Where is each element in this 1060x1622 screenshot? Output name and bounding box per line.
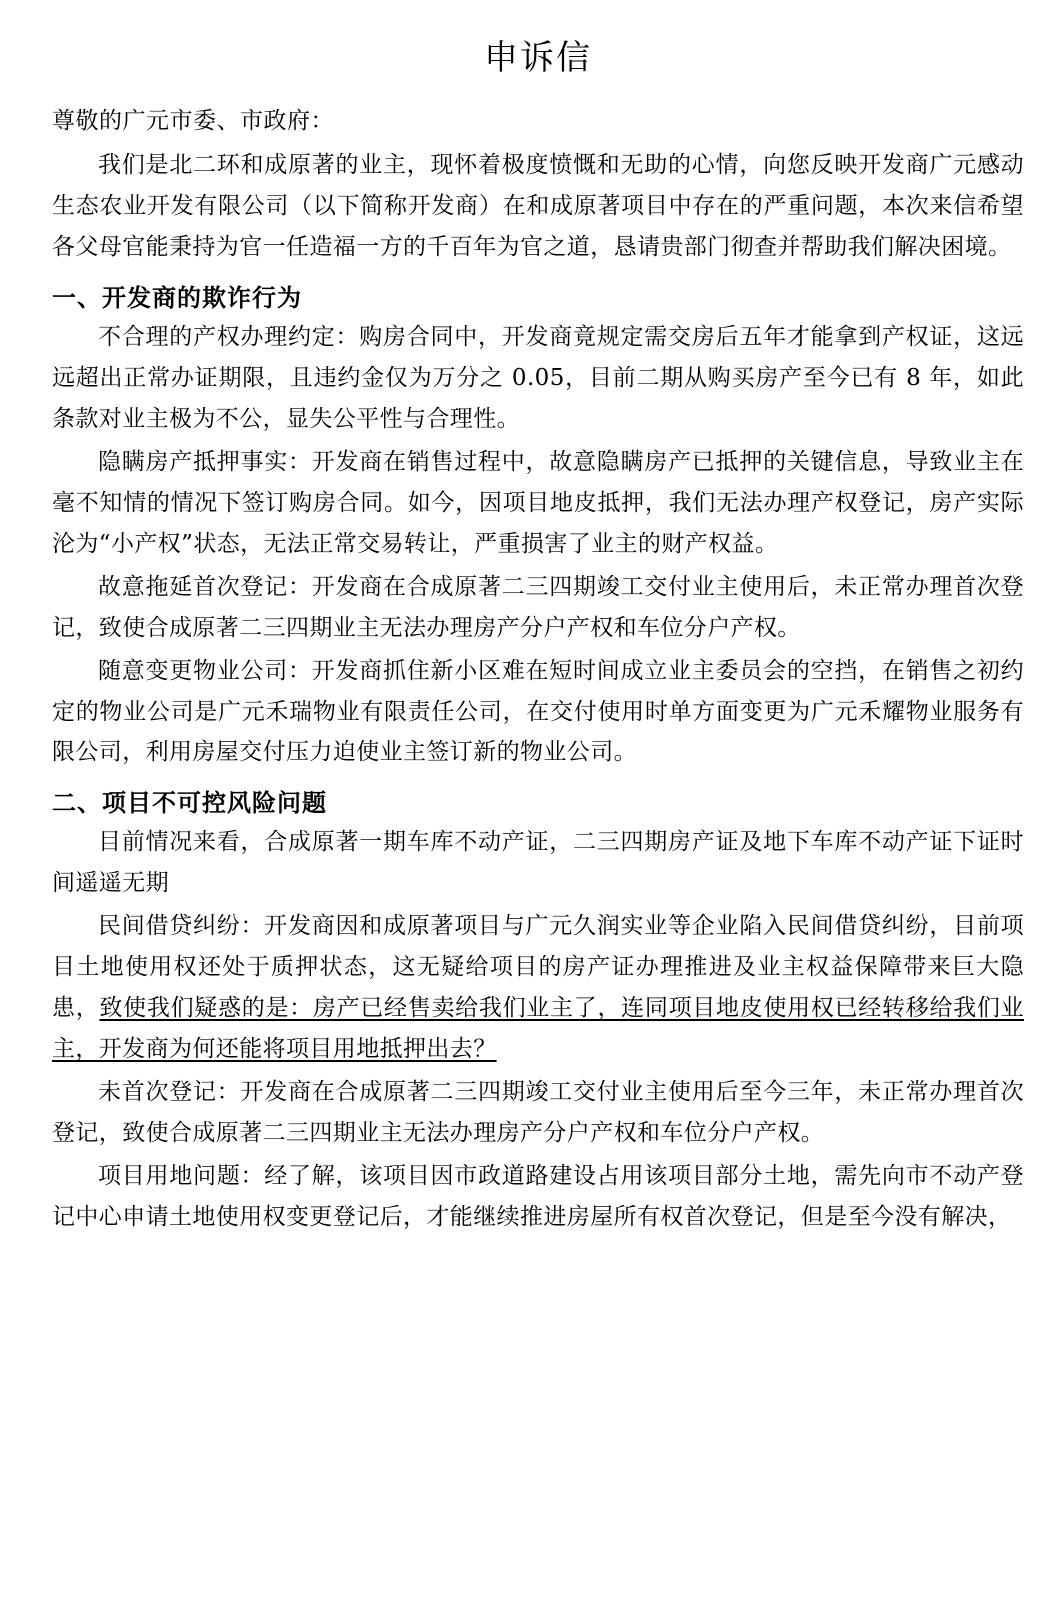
intro-paragraph: 我们是北二环和成原著的业主，现怀着极度愤慨和无助的心情，向您反映开发商广元感动生态农业开发有限公司（以下简称开发商）在和成原著项目中存在的严重问题，本次来信希望各父母官能秉持为官一任造福一方的千百年为官之道，恳请贵部门彻查并帮助我们解决困境。: [52, 152, 1024, 261]
section1-paragraph-3: 故意拖延首次登记：开发商在合成原著二三四期竣工交付业主使用后，未正常办理首次登记，致使合成原著二三四期业主无法办理房产分户产权和车位分户产权。: [52, 573, 1024, 641]
section1-paragraph-1: 不合理的产权办理约定：购房合同中，开发商竟规定需交房后五年才能拿到产权证，这远远超出正常办证期限，且违约金仅为万分之 0.05，目前二期从购买房产至今已有 8 年，如此条款对业主极为不公，显失公平性与合理性。: [52, 324, 1024, 432]
section-heading-2: 二、项目不可控风险问题: [52, 788, 327, 818]
underlined-clause: 致使我们疑惑的是：房产已经售卖给我们业主了，连同项目地皮使用权已经转移给我们业主，开发商为何还能将项目用地抵押出去？: [52, 995, 1024, 1063]
section2-paragraph-4: 项目用地问题：经了解，该项目因市政道路建设占用该项目部分土地，需先向市不动产登记中心申请土地使用权变更登记后，才能继续推进房屋所有权首次登记，但是至今没有解决，: [52, 1162, 1024, 1230]
section1-paragraph-2: 隐瞒房产抵押事实：开发商在销售过程中，故意隐瞒房产已抵押的关键信息，导致业主在毫不知情的情况下签订购房合同。如今，因项目地皮抵押，我们无法办理产权登记，房产实际沦为“小产权”状态，无法正常交易转让，严重损害了业主的财产权益。: [52, 448, 1024, 557]
section1-paragraph-4: 随意变更物业公司：开发商抓住新小区难在短时间成立业主委员会的空挡，在销售之初约定的物业公司是广元禾瑞物业有限责任公司，在交付使用时单方面变更为广元禾耀物业服务有限公司，利用房屋交付压力迫使业主签订新的物业公司。: [52, 657, 1024, 766]
section2-paragraph-1: 目前情况来看，合成原著一期车库不动产证，二三四期房产证及地下车库不动产证下证时间遥遥无期: [52, 829, 1024, 897]
section2-paragraph-2-text: 民间借贷纠纷：开发商因和成原著项目与广元久润实业等企业陷入民间借贷纠纷，目前项目土地使用权还处于质押状态，这无疑给项目的房产证办理推进及业主权益保障带来巨大隐患，: [52, 913, 1024, 1022]
section2-paragraph-2: [52, 906, 1024, 1070]
section-heading-1: 一、开发商的欺诈行为: [52, 283, 302, 313]
section2-paragraph-3: 未首次登记：开发商在合成原著二三四期竣工交付业主使用后至今三年，未正常办理首次登记，致使合成原著二三四期业主无法办理房产分户产权和车位分户产权。: [52, 1079, 1024, 1146]
salutation: 尊敬的广元市委、市政府：: [52, 108, 334, 134]
page-title: 申诉信: [484, 38, 592, 78]
